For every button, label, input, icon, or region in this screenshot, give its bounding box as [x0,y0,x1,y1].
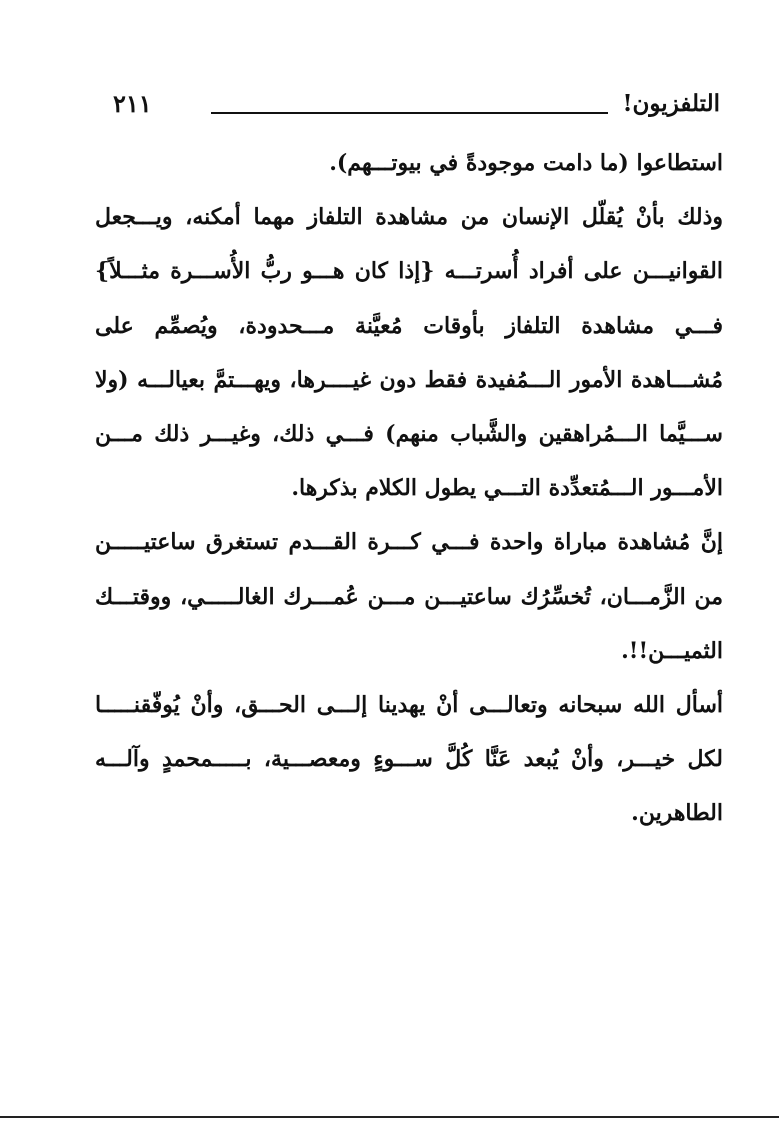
page-number: ٢١١ [113,89,152,118]
paragraph-3: إنَّ مُشاهدة مباراة واحدة فـــي كـــرة القـــدم تستغرق ساعتيـــــن من الزَّمـــان، تُخسِّرُك ساعتيـــن مـــن عُمـــرك الغالـــــي، ووقتـــك الثميـــن!!. [95,529,723,664]
paragraph-2: وذلك بأنْ يُقلّل الإنسان من مشاهدة التلفاز مهما أمكنه، ويـــجعل القوانيـــن على أفراد أُسرتـــه {إذا كان هـــو ربُّ الأُســـرة مثـــلاً} فـــي مشاهدة التلفاز بأوقات مُعيَّنة مـــحدودة، ويُصمِّم على مُشـــاهدة الأمور الـــمُفيدة فقط دون غيــــرها، ويهـــتمَّ بعيالـــه (ولا ســـيَّما الـــمُراهقين والشَّباب منهم) فـــي ذلك، وغيـــر ذلك مـــن الأمـــور الـــمُتعدِّدة التـــي يطول الكلام بذكرها. [95,204,723,502]
header-rule [211,112,608,114]
paragraph-1: استطاعوا (ما دامت موجودةً في بيوتـــهم). [329,150,723,176]
page-header [95,88,720,128]
running-title: التلفزيون! [622,90,720,117]
bottom-rule [0,1116,779,1118]
page-body [95,136,723,841]
paragraph-4: أسأل الله سبحانه وتعالـــى أنْ يهدينا إلـــى الحـــق، وأنْ يُوفّقنـــــا لكل خيـــر، وأنْ يُبعد عَنَّا كُلَّ ســـوءٍ ومعصـــية، بـــــمحمدٍ وآلـــه الطاهرين. [95,692,723,827]
